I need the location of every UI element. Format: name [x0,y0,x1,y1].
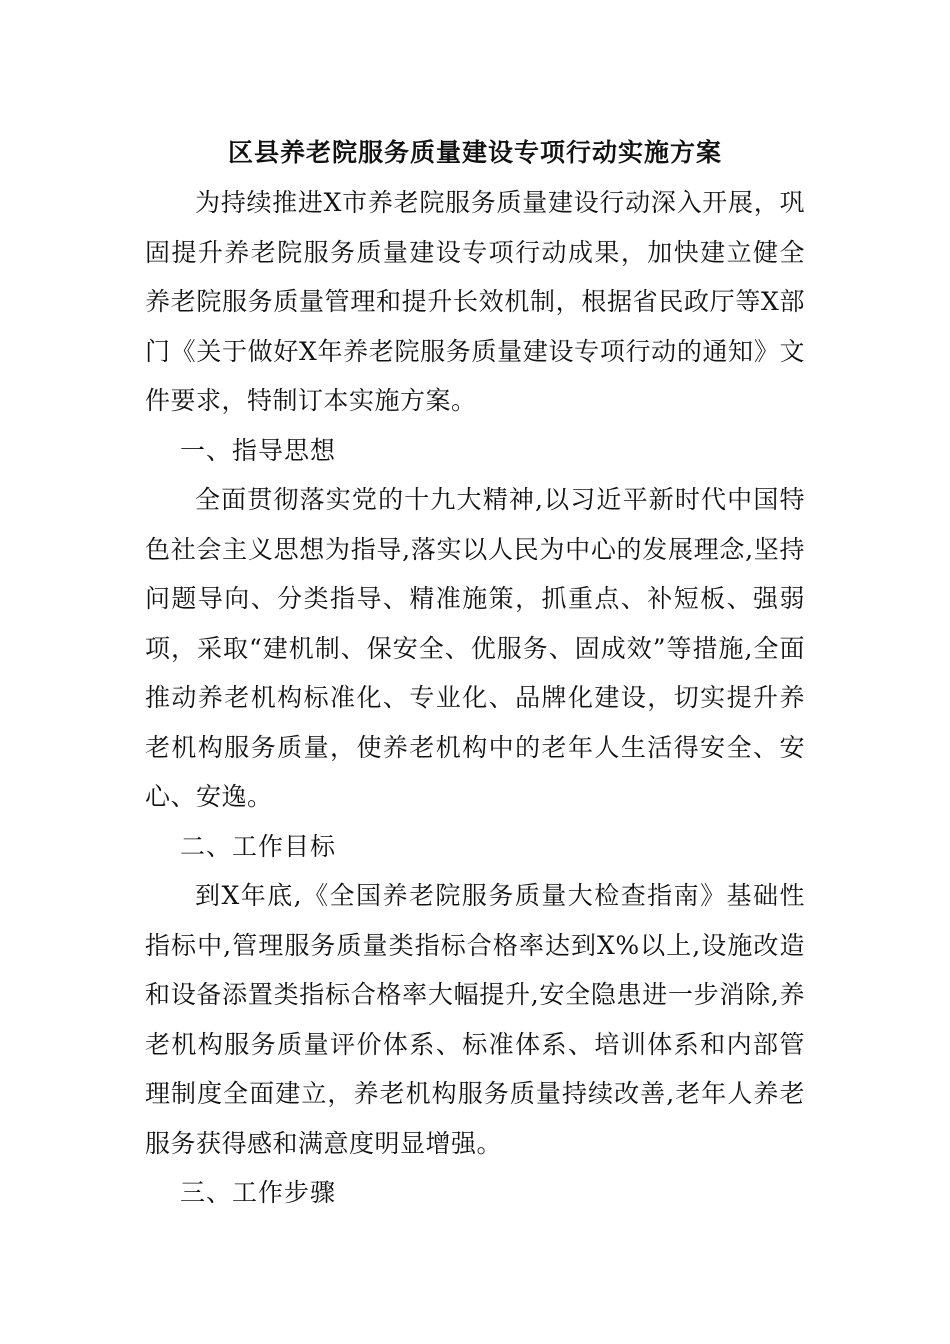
section-heading-work-steps: 三、工作步骤 [180,1178,337,1207]
section-heading-guiding-ideology: 一、指导思想 [180,435,337,465]
intro-paragraph: 为持续推进X市养老院服务质量建设行动深入开展，巩固提升养老院服务质量建设专项行动成果，加快建立健全养老院服务质量管理和提升长效机制，根据省民政厅等X部门《关于做好X年养老院服务质量建设专项行动的通知》文件要求，特制订本实施方案。 [145,188,805,415]
document-title: 区县养老院服务质量建设专项行动实施方案 [227,138,722,167]
section-body-guiding-ideology: 全面贯彻落实党的十九大精神,以习近平新时代中国特色社会主义思想为指导,落实以人民为中心的发展理念,坚持问题导向、分类指导、精准施策，抓重点、补短板、强弱项，采取“建机制、保安全、优服务、固成效”等措施,全面推动养老机构标准化、专业化、品牌化建设，切实提升养老机构服务质量，使养老机构中的老年人生活得安全、安心、安逸。 [145,485,805,811]
section-heading-work-goals: 二、工作目标 [180,831,337,861]
document-page [145,128,805,1218]
section-body-work-goals: 到X年底,《全国养老院服务质量大检查指南》基础性指标中,管理服务质量类指标合格率达到X%以上,设施改造和设备添置类指标合格率大幅提升,安全隐患进一步消除,养老机构服务质量评价体系、标准体系、培训体系和内部管理制度全面建立，养老机构服务质量持续改善,老年人养老服务获得感和满意度明显增强。 [145,881,805,1158]
